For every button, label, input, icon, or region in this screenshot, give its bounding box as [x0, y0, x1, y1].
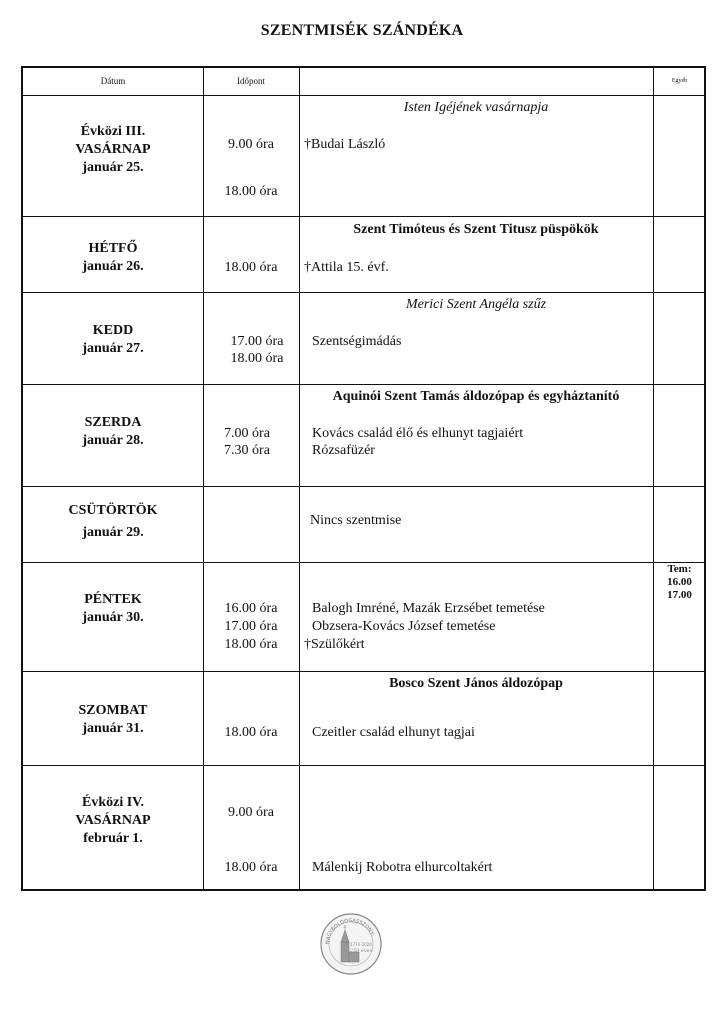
mass-time: 9.00 óra	[228, 137, 274, 152]
mass-time: 9.00 óra	[228, 805, 274, 820]
mass-intentions-table	[21, 66, 706, 891]
feast-label: Szent Timóteus és Szent Titusz püspökök	[353, 222, 599, 237]
day-label: CSÜTÖRTÖK január 29.	[68, 503, 158, 540]
day-label: Évközi III. VASÁRNAP január 25.	[75, 124, 151, 175]
row-divider	[23, 486, 704, 487]
other-note: Tem: 16.00 17.00	[667, 563, 692, 601]
intention-text: Szentségimádás	[312, 334, 402, 349]
row-divider	[23, 216, 704, 217]
header-intention	[299, 68, 653, 95]
mass-time: 18.00 óra	[224, 860, 278, 875]
mass-time: 16.00 óra	[224, 601, 278, 616]
row-divider	[23, 671, 704, 672]
header-date: Dátum	[100, 76, 126, 86]
mass-time: 17.00 óra	[230, 334, 284, 349]
feast-label: Isten Igéjének vasárnapja	[403, 100, 549, 115]
feast-label: Bosco Szent János áldozópap	[389, 676, 563, 691]
intention-text: Czeitler család elhunyt tagjai	[312, 725, 475, 740]
mass-time: 18.00 óra	[224, 184, 278, 199]
header-other: Egyéb	[671, 78, 688, 84]
intention-text: †Attila 15. évf.	[304, 260, 389, 275]
mass-time: 7.30 óra	[224, 443, 270, 458]
feast-label: Aquinói Szent Tamás áldozópap és egyháztanító	[332, 389, 620, 404]
intention-text: Balogh Imréné, Mazák Erzsébet temetése	[312, 601, 545, 616]
row-divider	[23, 292, 704, 293]
parish-seal-logo	[319, 912, 383, 976]
day-label: HÉTFŐ január 26.	[82, 241, 144, 274]
intention-text: Rózsafüzér	[312, 443, 375, 458]
intention-text: Obzsera-Kovács József temetése	[312, 619, 496, 634]
row-divider	[23, 95, 704, 96]
mass-time: 18.00 óra	[224, 260, 278, 275]
row-divider	[23, 562, 704, 563]
page-title: SZENTMISÉK SZÁNDÉKA	[260, 22, 464, 39]
header-time: Időpont	[237, 76, 265, 86]
intention-text: Málenkij Robotra elhurcoltakért	[312, 860, 493, 875]
intention-text: †Szülőkért	[304, 637, 365, 652]
row-divider	[23, 384, 704, 385]
mass-time: 7.00 óra	[224, 426, 270, 441]
day-label: SZERDA január 28.	[82, 415, 144, 448]
mass-time: 18.00 óra	[224, 637, 278, 652]
day-label: KEDD január 27.	[82, 323, 144, 356]
feast-label: Merici Szent Angéla szűz	[405, 297, 547, 312]
seal-ring-text: NAGYBOLDOGASSZONY	[324, 917, 375, 945]
day-label: PÉNTEK január 30.	[82, 592, 144, 625]
intention-text: †Budai László	[304, 137, 386, 152]
mass-time: 18.00 óra	[230, 351, 284, 366]
mass-time: 17.00 óra	[224, 619, 278, 634]
intention-text: Nincs szentmise	[310, 513, 402, 528]
seal-years: 1770-2020	[350, 942, 372, 947]
mass-time: 18.00 óra	[224, 725, 278, 740]
intention-text: Kovács család élő és elhunyt tagjaiért	[312, 426, 524, 441]
row-divider	[23, 765, 704, 766]
seal-anniversary: 250 éves	[349, 948, 373, 954]
day-label: SZOMBAT január 31.	[78, 703, 148, 736]
day-label: Évközi IV. VASÁRNAP február 1.	[75, 795, 151, 846]
